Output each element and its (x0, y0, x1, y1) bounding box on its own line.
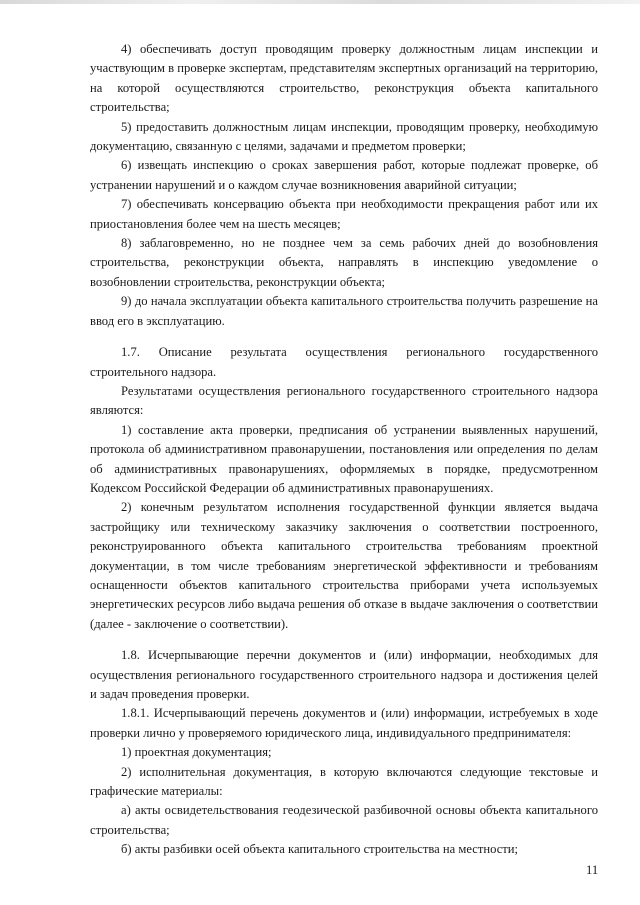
document-item-1: 1) проектная документация; (121, 745, 272, 760)
result-item-1: 1) составление акта проверки, предписания об устранении выявленных нарушений, протокола об административном правонарушении, постановления или определения по делам об административных правонарушениях, оформляемых в порядке, предусмотренном Кодексом Российской Федерации об административных правонарушениях. (90, 422, 598, 495)
paragraph-item-8: 8) заблаговременно, но не позднее чем за семь рабочих дней до возобновления строительства, реконструкции объекта, направлять в инспекцию уведомление о возобновлении строительства, реконструкции объекта; (90, 236, 598, 289)
document-item-2: 2) исполнительная документация, в которую включаются следующие текстовые и графические материалы: (90, 764, 598, 799)
document-subitem-a: а) акты освидетельствования геодезической разбивочной основы объекта капитального строительства; (90, 803, 598, 837)
scan-edge (0, 0, 640, 4)
section-heading-1-7: 1.7. Описание результата осуществления регионального государственного строительного надзора. (90, 345, 598, 379)
paragraph-item-9: 9) до начала эксплуатации объекта капитального строительства получить разрешение на ввод его в эксплуатацию. (90, 294, 598, 328)
paragraph-item-4: 4) обеспечивать доступ проводящим проверку должностным лицам инспекции и участвующим в проверке экспертам, представителям экспертных организаций на территорию, на которой осуществляются строительство, реконструкция объекта капитального строительства; (90, 42, 598, 115)
paragraph-item-5: 5) предоставить должностным лицам инспекции, проводящим проверку, необходимую документацию, связанную с целями, задачами и предметом проверки; (90, 119, 598, 154)
document-body (90, 40, 598, 860)
results-intro: Результатами осуществления регионального государственного строительного надзора являются: (90, 383, 598, 418)
section-heading-1-8: 1.8. Исчерпывающие перечни документов и (или) информации, необходимых для осуществления регионального государственного строительного надзора и достижения целей и задач проведения проверки. (90, 648, 598, 701)
result-item-2: 2) конечным результатом исполнения государственной функции является выдача застройщику или техническому заказчику заключения о соответствии построенного, реконструированного объекта капитального строительства требованиям проектной документации, в том числе требованиям энергетической эффективности и требованиям оснащенности объектов капитального строительства приборами учета используемых энергетических ресурсов либо выдача решения об отказе в выдаче заключения о соответствии (далее - заключение о соответствии). (90, 500, 598, 631)
document-subitem-b: б) акты разбивки осей объекта капитального строительства на местности; (121, 842, 519, 857)
page-number: 11 (586, 863, 599, 877)
paragraph-item-7: 7) обеспечивать консервацию объекта при необходимости прекращения работ или их приостановления более чем на шесть месяцев; (90, 197, 598, 231)
section-heading-1-8-1: 1.8.1. Исчерпывающий перечень документов и (или) информации, истребуемых в ходе проверки лично у проверяемого юридического лица, индивидуального предпринимателя: (90, 706, 598, 740)
paragraph-item-6: 6) извещать инспекцию о сроках завершения работ, которые подлежат проверке, об устранении нарушений и о каждом случае возникновения аварийной ситуации; (90, 158, 598, 192)
